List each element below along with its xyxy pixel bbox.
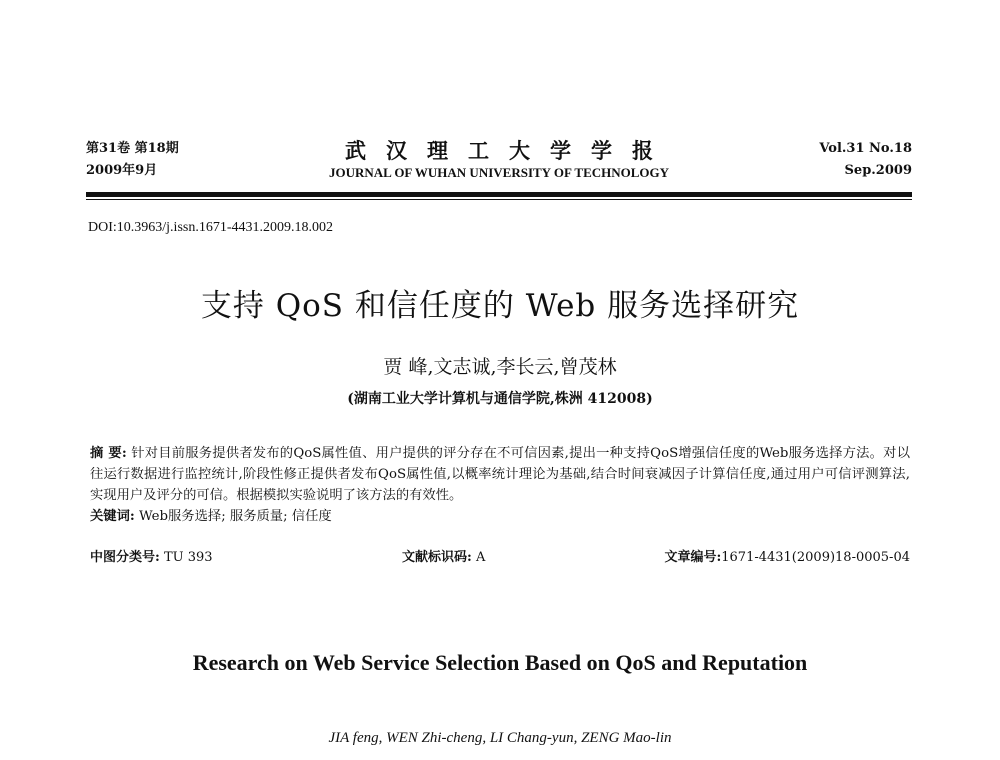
abstract-text: 针对目前服务提供者发布的QoS属性值、用户提供的评分存在不可信因素,提出一种支持QoS增强信任度的Web服务选择方法。对以往运行数据进行监控统计,阶段性修正提供者发布QoS属性值,以概率统计理论为基础,结合时间衰减因子计算信任度,通过用户可信评测算法,实现用户及评分的可信。根据模拟实验说明了该方法的有效性。 — [90, 446, 910, 503]
keywords-line — [90, 506, 910, 527]
keywords-label: 关键词: — [90, 509, 135, 524]
date-en: Sep.2009 — [844, 163, 912, 178]
doc-code-value: A — [475, 550, 486, 565]
article-number — [664, 548, 910, 568]
paper-title-en: Research on Web Service Selection Based on QoS and Reputation — [192, 650, 808, 675]
paper-title-cn: 支持 QoS 和信任度的 Web 服务选择研究 — [200, 288, 800, 324]
doc-code-label: 文献标识码: — [402, 550, 472, 565]
volume-issue-en — [819, 138, 912, 182]
keywords-text: Web服务选择; 服务质量; 信任度 — [139, 509, 332, 524]
authors-cn: 贾 峰,文志诚,李长云,曾茂林 — [383, 356, 617, 378]
document-code — [402, 548, 485, 568]
journal-header — [86, 138, 912, 184]
abstract-label: 摘 要: — [90, 446, 127, 461]
header-rule-thin — [86, 199, 912, 200]
clc-number — [90, 548, 213, 568]
publication-date: 2009年9月 — [86, 163, 158, 178]
doi: DOI:10.3963/j.issn.1671-4431.2009.18.002 — [88, 220, 333, 235]
volume-issue: 第31卷 第18期 — [86, 141, 179, 156]
authors-en: JIA feng, WEN Zhi-cheng, LI Chang-yun, ZENG Mao-lin — [328, 730, 672, 746]
journal-title-block — [86, 138, 912, 182]
article-number-value: 1671-4431(2009)18-0005-04 — [721, 550, 910, 565]
affiliation-cn: (湖南工业大学计算机与通信学院,株洲 412008) — [347, 391, 653, 407]
journal-title-en: JOURNAL OF WUHAN UNIVERSITY OF TECHNOLOGY — [328, 165, 670, 180]
clc-value: TU 393 — [163, 550, 213, 565]
header-rule-thick — [86, 192, 912, 197]
clc-label: 中图分类号: — [90, 550, 160, 565]
abstract-paragraph — [90, 443, 910, 506]
journal-title-cn: 武汉理工大学学报 — [345, 138, 673, 163]
volume-number-en: Vol.31 No.18 — [819, 141, 912, 156]
article-number-label: 文章编号: — [664, 550, 722, 565]
abstract — [90, 443, 910, 527]
